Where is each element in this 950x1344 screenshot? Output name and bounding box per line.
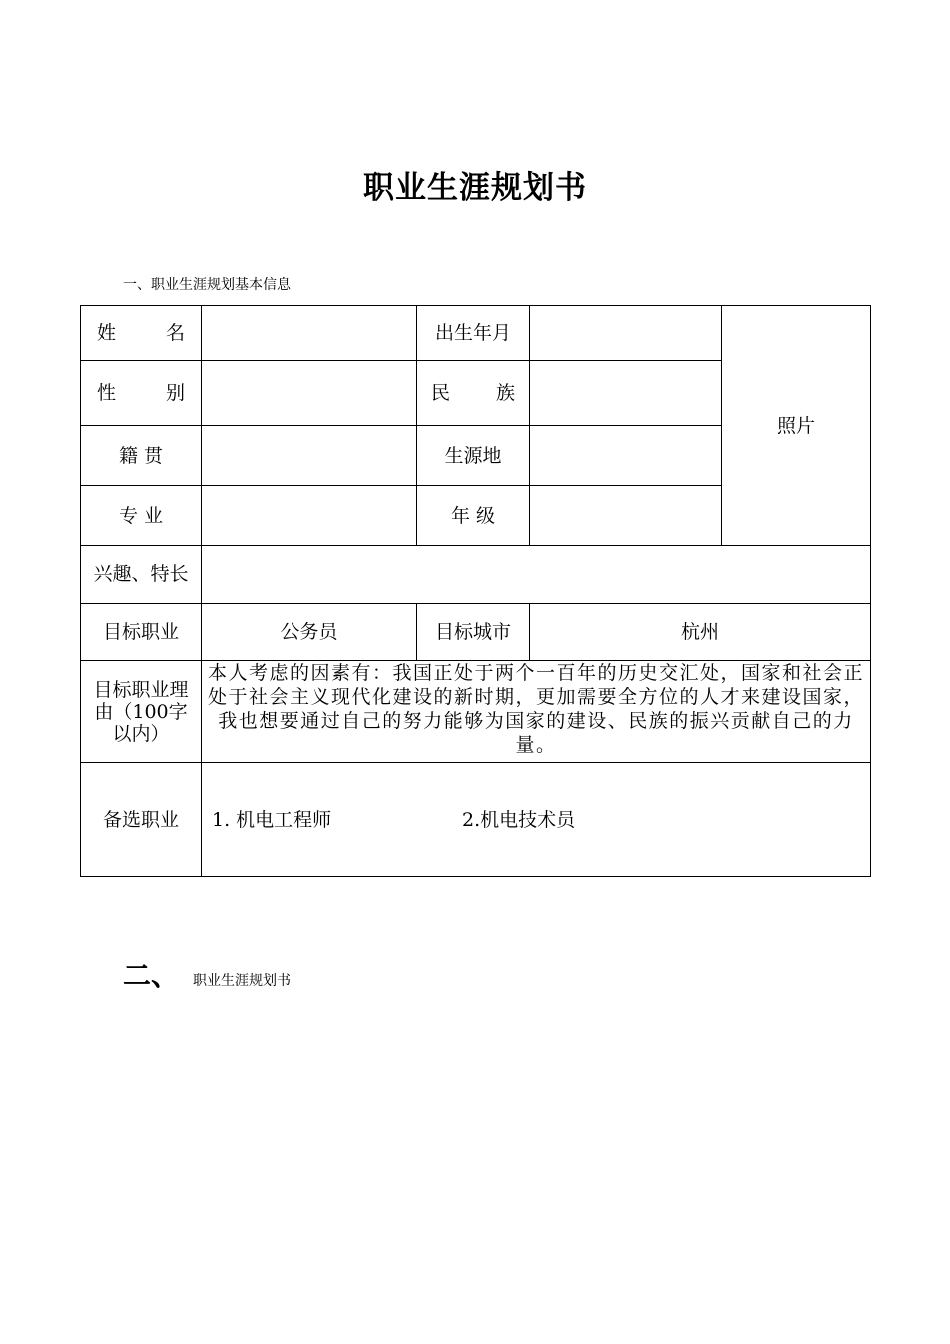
target-city-value[interactable]: 杭州 — [530, 604, 871, 661]
native-field[interactable] — [202, 426, 417, 486]
ethnic-label: 民 族 — [417, 361, 530, 426]
gender-field[interactable] — [202, 361, 417, 426]
basic-info-table — [80, 305, 871, 877]
section-2-number: 二、 — [123, 959, 180, 992]
section-2-heading — [123, 954, 291, 994]
target-job-value[interactable]: 公务员 — [202, 604, 417, 661]
gender-label: 性 别 — [81, 361, 202, 426]
major-field[interactable] — [202, 486, 417, 546]
section-2-title: 职业生涯规划书 — [193, 973, 292, 989]
alt-job-2: 2.机电技术员 — [462, 808, 576, 831]
hobby-label: 兴趣、特长 — [81, 546, 202, 604]
birth-label: 出生年月 — [417, 306, 530, 361]
target-job-label: 目标职业 — [81, 604, 202, 661]
origin-field[interactable] — [530, 426, 722, 486]
alt-job-field[interactable] — [202, 763, 871, 877]
hobby-field[interactable] — [202, 546, 871, 604]
name-field[interactable] — [202, 306, 417, 361]
reason-text[interactable]: 本人考虑的因素有：我国正处于两个一百年的历史交汇处，国家和社会正处于社会主义现代化建设的新时期，更加需要全方位的人才来建设国家，我也想要通过自己的努力能够为国家的建设、民族的振兴贡献自己的力量。 — [202, 661, 871, 763]
section-1-heading: 一、职业生涯规划基本信息 — [123, 277, 291, 293]
reason-label: 目标职业理由（100字以内） — [81, 661, 202, 763]
birth-field[interactable] — [530, 306, 722, 361]
ethnic-field[interactable] — [530, 361, 722, 426]
grade-field[interactable] — [530, 486, 722, 546]
grade-label: 年 级 — [417, 486, 530, 546]
alt-job-label: 备选职业 — [81, 763, 202, 877]
name-label: 姓 名 — [81, 306, 202, 361]
alt-job-1: 1. 机电工程师 — [212, 808, 332, 831]
document-title: 职业生涯规划书 — [363, 170, 587, 206]
major-label: 专 业 — [81, 486, 202, 546]
photo-cell[interactable]: 照片 — [722, 306, 871, 546]
native-label: 籍 贯 — [81, 426, 202, 486]
target-city-label: 目标城市 — [417, 604, 530, 661]
origin-label: 生源地 — [417, 426, 530, 486]
